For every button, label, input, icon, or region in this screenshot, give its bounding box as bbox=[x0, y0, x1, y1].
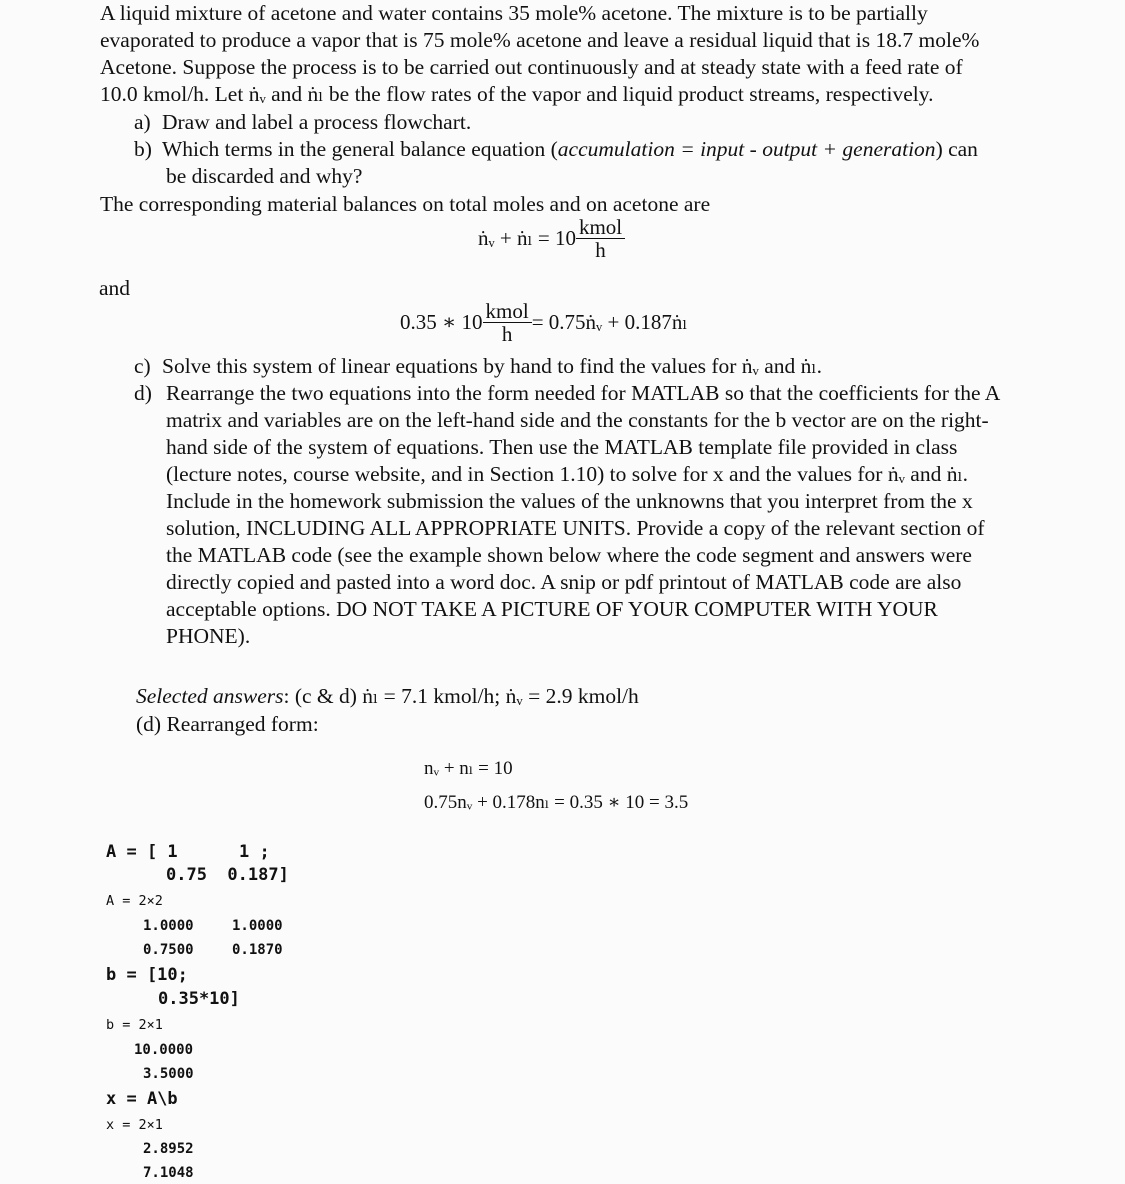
eq2-denominator: h bbox=[501, 322, 513, 346]
balances-intro: The corresponding material balances on total moles and on acetone are bbox=[100, 192, 711, 216]
part-a bbox=[134, 109, 471, 136]
part-d-line: Include in the homework submission the values of the unknowns that you interpret from the x bbox=[166, 489, 973, 513]
part-a-text: Draw and label a process flowchart. bbox=[162, 110, 472, 134]
eq1-numerator: kmol bbox=[576, 216, 625, 239]
matlab-x-value: 7.1048 bbox=[143, 1165, 194, 1181]
intro-line-3: Acetone. Suppose the process is to be carried out continuously and at steady state with a feed rate of bbox=[100, 55, 963, 79]
part-b-text-2: ) can bbox=[935, 137, 978, 161]
matlab-a-value: 0.1870 bbox=[232, 942, 283, 958]
matlab-a-command-2: 0.75 0.187] bbox=[166, 865, 289, 885]
equation-acetone bbox=[400, 300, 687, 345]
rearranged-eq-1: nᵥ + nₗ = 10 bbox=[424, 758, 513, 779]
matlab-a-value: 1.0000 bbox=[143, 918, 194, 934]
eq1-denominator: h bbox=[595, 238, 606, 262]
intro-line-2: evaporated to produce a vapor that is 75 mole% acetone and leave a residual liquid that is 18.7 mole% bbox=[100, 28, 980, 52]
equation-total-moles bbox=[478, 216, 625, 261]
and-label: and bbox=[99, 276, 131, 300]
matlab-x-value: 2.8952 bbox=[143, 1141, 194, 1157]
part-d-letter: d) bbox=[134, 381, 152, 405]
matlab-x-dims: x = 2×1 bbox=[106, 1117, 163, 1133]
part-b bbox=[134, 136, 978, 163]
part-d-line: solution, INCLUDING ALL APPROPRIATE UNITS. Provide a copy of the relevant section of bbox=[166, 516, 985, 540]
matlab-b-command-1: b = [10; bbox=[106, 965, 188, 985]
intro-line-4: 10.0 kmol/h. Let ṅᵥ and ṅₗ be the flow rates of the vapor and liquid product streams, respectively. bbox=[100, 82, 934, 106]
matlab-b-command-2: 0.35*10] bbox=[158, 989, 240, 1009]
selected-answers bbox=[136, 683, 639, 710]
eq2-numerator: kmol bbox=[483, 300, 532, 323]
part-b-text-1: Which terms in the general balance equation ( bbox=[162, 137, 558, 161]
part-b-line-2: be discarded and why? bbox=[166, 164, 363, 188]
part-d-line: (lecture notes, course website, and in Section 1.10) to solve for x and the values for ṅᵥ and ṅₗ. bbox=[166, 462, 969, 486]
eq2-fraction bbox=[483, 300, 532, 345]
part-c bbox=[134, 353, 822, 380]
eq2-lhs: 0.35 ∗ 10 bbox=[400, 310, 483, 334]
selected-answers-label: Selected answers bbox=[136, 684, 284, 708]
part-b-equation: accumulation = input - output + generation bbox=[557, 137, 936, 161]
part-d-line: the MATLAB code (see the example shown below where the code segment and answers were bbox=[166, 543, 972, 567]
part-d-line: matrix and variables are on the left-hand side and the constants for the b vector are on the right- bbox=[166, 408, 989, 432]
matlab-a-value: 1.0000 bbox=[232, 918, 283, 934]
matlab-a-dims: A = 2×2 bbox=[106, 893, 163, 909]
part-d-line: Rearrange the two equations into the form needed for MATLAB so that the coefficients for the A bbox=[166, 381, 1001, 405]
matlab-b-dims: b = 2×1 bbox=[106, 1017, 163, 1033]
eq1-lhs: ṅᵥ + ṅₗ = 10 bbox=[478, 226, 576, 250]
rearranged-label: (d) Rearranged form: bbox=[136, 712, 319, 736]
selected-answers-text: : (c & d) ṅₗ = 7.1 kmol/h; ṅᵥ = 2.9 kmol/h bbox=[283, 684, 639, 708]
matlab-a-command-1: A = [ 1 1 ; bbox=[106, 842, 270, 862]
part-d-line: directly copied and pasted into a word doc. A snip or pdf printout of MATLAB code are also bbox=[166, 570, 962, 594]
intro-line-1: A liquid mixture of acetone and water contains 35 mole% acetone. The mixture is to be partially bbox=[100, 1, 928, 25]
eq1-fraction bbox=[576, 216, 625, 261]
matlab-a-value: 0.7500 bbox=[143, 942, 194, 958]
part-a-letter: a) bbox=[134, 110, 151, 134]
part-c-letter: c) bbox=[134, 354, 151, 378]
matlab-x-command: x = A\b bbox=[106, 1089, 178, 1109]
eq2-rhs: = 0.75ṅᵥ + 0.187ṅₗ bbox=[531, 310, 688, 334]
matlab-b-value: 3.5000 bbox=[143, 1066, 194, 1082]
matlab-b-value: 10.0000 bbox=[134, 1042, 194, 1058]
part-b-letter: b) bbox=[134, 137, 152, 161]
part-c-text: Solve this system of linear equations by hand to find the values for ṅᵥ and ṅₗ. bbox=[162, 354, 823, 378]
rearranged-eq-2: 0.75nᵥ + 0.178nₗ = 0.35 ∗ 10 = 3.5 bbox=[424, 792, 689, 813]
part-d-line: PHONE). bbox=[166, 624, 251, 648]
part-d-line: hand side of the system of equations. Then use the MATLAB template file provided in class bbox=[166, 435, 958, 459]
part-d-line: acceptable options. DO NOT TAKE A PICTURE OF YOUR COMPUTER WITH YOUR bbox=[166, 597, 938, 621]
